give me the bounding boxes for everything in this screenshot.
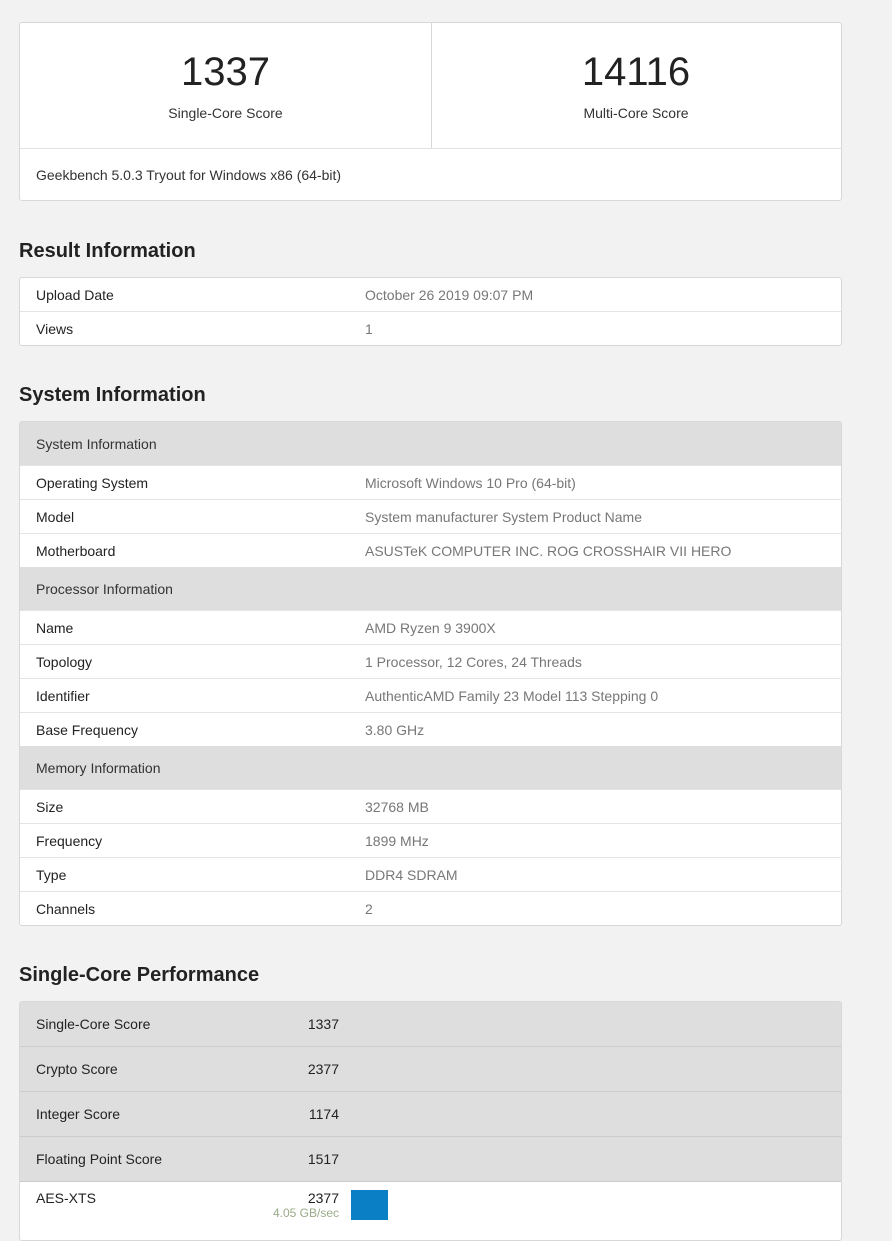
- single-core-performance-table: [19, 1001, 842, 1241]
- table-row: [20, 790, 841, 824]
- row-value: 1899 MHz: [349, 824, 841, 858]
- section-header-label: Processor Information: [20, 567, 841, 611]
- table-row: [20, 1092, 841, 1137]
- row-value: 32768 MB: [349, 790, 841, 824]
- table-row: [20, 278, 841, 312]
- single-core-score-box: [20, 23, 432, 148]
- result-information-heading: Result Information: [19, 240, 196, 262]
- system-information-table: [19, 421, 842, 926]
- score-name: Single-Core Score: [20, 1002, 252, 1047]
- benchmark-bar: [351, 1190, 388, 1220]
- table-row: [20, 1047, 841, 1092]
- row-key: Frequency: [20, 824, 349, 858]
- multi-core-score-label: Multi-Core Score: [583, 105, 689, 121]
- table-row: [20, 1137, 841, 1182]
- section-header-label: Memory Information: [20, 746, 841, 790]
- benchmark-version: Geekbench 5.0.3 Tryout for Windows x86 (64-bit): [20, 148, 841, 201]
- row-value: System manufacturer System Product Name: [349, 500, 841, 534]
- single-core-score-label: Single-Core Score: [168, 105, 283, 121]
- table-row: [20, 645, 841, 679]
- table-row: [20, 466, 841, 500]
- row-value: AuthenticAMD Family 23 Model 113 Stepping 0: [349, 679, 841, 713]
- row-value: 1: [349, 312, 841, 346]
- score-card: [19, 22, 842, 201]
- benchmark-score: 2377: [307, 1190, 339, 1206]
- row-key: Model: [20, 500, 349, 534]
- benchmark-throughput: 4.05 GB/sec: [272, 1206, 339, 1220]
- table-row: [20, 1002, 841, 1047]
- table-row: [20, 312, 841, 346]
- row-value: ASUSTeK COMPUTER INC. ROG CROSSHAIR VII HERO: [349, 534, 841, 568]
- row-value: AMD Ryzen 9 3900X: [349, 611, 841, 645]
- benchmark-row: [20, 1182, 841, 1235]
- table-row: [20, 824, 841, 858]
- section-header-label: System Information: [20, 422, 841, 466]
- table-row: [20, 611, 841, 645]
- row-key: Views: [20, 312, 349, 346]
- single-core-performance-heading: Single-Core Performance: [19, 964, 260, 986]
- result-information-table: [19, 277, 842, 346]
- table-row: [20, 679, 841, 713]
- table-row: [20, 892, 841, 926]
- table-row: [20, 500, 841, 534]
- row-value: 3.80 GHz: [349, 713, 841, 747]
- single-core-score-value: 1337: [181, 50, 270, 94]
- row-key: Type: [20, 858, 349, 892]
- table-row: [20, 534, 841, 568]
- row-key: Upload Date: [36, 286, 114, 303]
- row-key: Channels: [20, 892, 349, 926]
- row-key: Base Frequency: [20, 713, 349, 747]
- score-name: Floating Point Score: [20, 1137, 252, 1182]
- score-value: 2377: [252, 1047, 339, 1092]
- row-value: DDR4 SDRAM: [349, 858, 841, 892]
- table-row: [20, 858, 841, 892]
- section-header: [20, 746, 841, 790]
- score-value: 1337: [252, 1002, 339, 1047]
- row-key: Topology: [20, 645, 349, 679]
- row-value: 2: [349, 892, 841, 926]
- multi-core-score-box: [431, 23, 841, 148]
- row-key: Identifier: [20, 679, 349, 713]
- score-value: 1517: [252, 1137, 339, 1182]
- multi-core-score-value: 14116: [581, 50, 691, 94]
- section-header: [20, 567, 841, 611]
- benchmark-bar-cell: [339, 1182, 841, 1235]
- benchmark-name: AES-XTS: [20, 1182, 252, 1235]
- row-key: Size: [20, 790, 349, 824]
- row-key: Name: [20, 611, 349, 645]
- score-name: Crypto Score: [20, 1047, 252, 1092]
- section-header: [20, 422, 841, 466]
- score-name: Integer Score: [20, 1092, 252, 1137]
- row-value: 1 Processor, 12 Cores, 24 Threads: [349, 645, 841, 679]
- row-value: Microsoft Windows 10 Pro (64-bit): [349, 466, 841, 500]
- benchmark-score-cell: [252, 1182, 339, 1235]
- row-key: Motherboard: [20, 534, 349, 568]
- score-value: 1174: [252, 1092, 339, 1137]
- table-row: [20, 713, 841, 747]
- row-value: October 26 2019 09:07 PM: [365, 286, 534, 303]
- row-key: Operating System: [20, 466, 349, 500]
- system-information-heading: System Information: [19, 384, 206, 406]
